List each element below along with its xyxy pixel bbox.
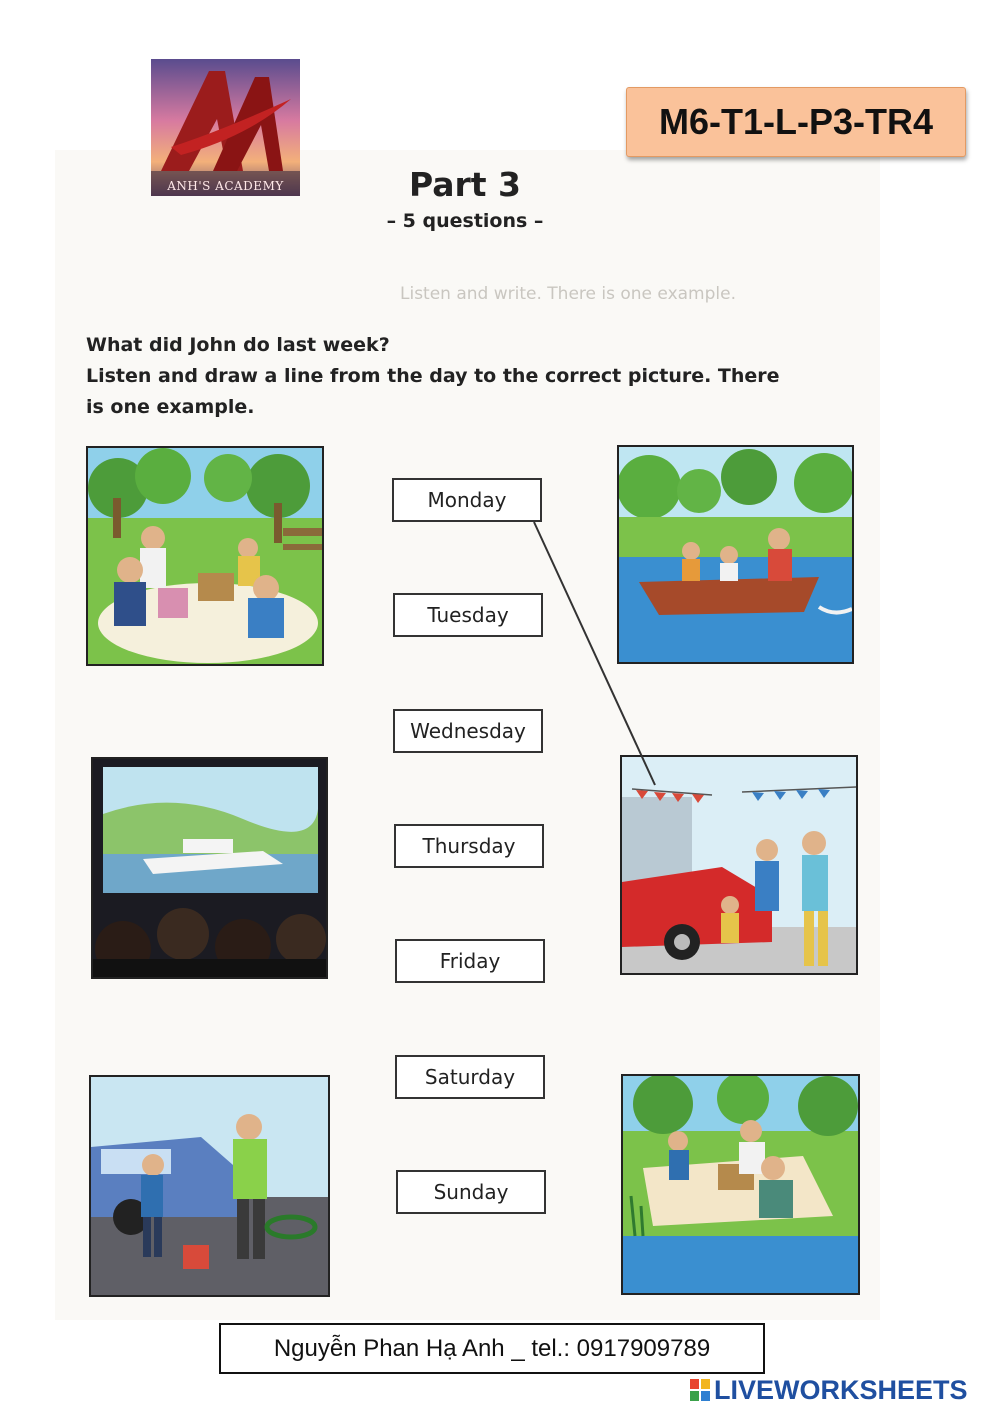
instruction-line-1: Listen and draw a line from the day to the correct picture. There [86,365,780,387]
picture-river-picnic[interactable] [621,1074,860,1295]
part-subtitle: – 5 questions – [386,210,544,232]
car-show-scene [622,757,856,973]
car-wash-scene [91,1077,328,1295]
day-box-wednesday[interactable]: Wednesday [393,709,543,753]
picture-boat-trip[interactable] [617,445,854,664]
day-box-sunday[interactable]: Sunday [396,1170,546,1214]
liveworksheets-logo-icon [690,1379,710,1401]
worksheet-code-badge: M6-T1-L-P3-TR4 [626,87,966,157]
picture-washing-car[interactable] [89,1075,330,1297]
cinema-scene [93,759,326,977]
picture-car-show[interactable] [620,755,858,975]
part-title: Part 3 [408,165,522,204]
logo-graphic [151,59,300,196]
boat-scene [619,447,852,662]
day-box-tuesday[interactable]: Tuesday [393,593,543,637]
instruction-question: What did John do last week? [86,334,390,356]
instructions [86,330,866,423]
picture-cinema[interactable] [91,757,328,979]
day-box-monday[interactable]: Monday [392,478,542,522]
day-box-friday[interactable]: Friday [395,939,545,983]
instruction-line-2: is one example. [86,396,255,418]
day-box-thursday[interactable]: Thursday [394,824,544,868]
picture-family-picnic[interactable] [86,446,324,666]
brand-name: LIVEWORKSHEETS [714,1374,968,1405]
faded-instruction: Listen and write. There is one example. [400,284,736,304]
academy-logo [151,59,300,196]
author-contact: Nguyễn Phan Hạ Anh _ tel.: 0917909789 [219,1323,765,1374]
day-box-saturday[interactable]: Saturday [395,1055,545,1099]
logo-text: ANH'S ACADEMY [167,179,284,193]
liveworksheets-brand[interactable] [690,1374,968,1406]
picnic-scene [88,448,322,664]
river-picnic-scene [623,1076,858,1293]
